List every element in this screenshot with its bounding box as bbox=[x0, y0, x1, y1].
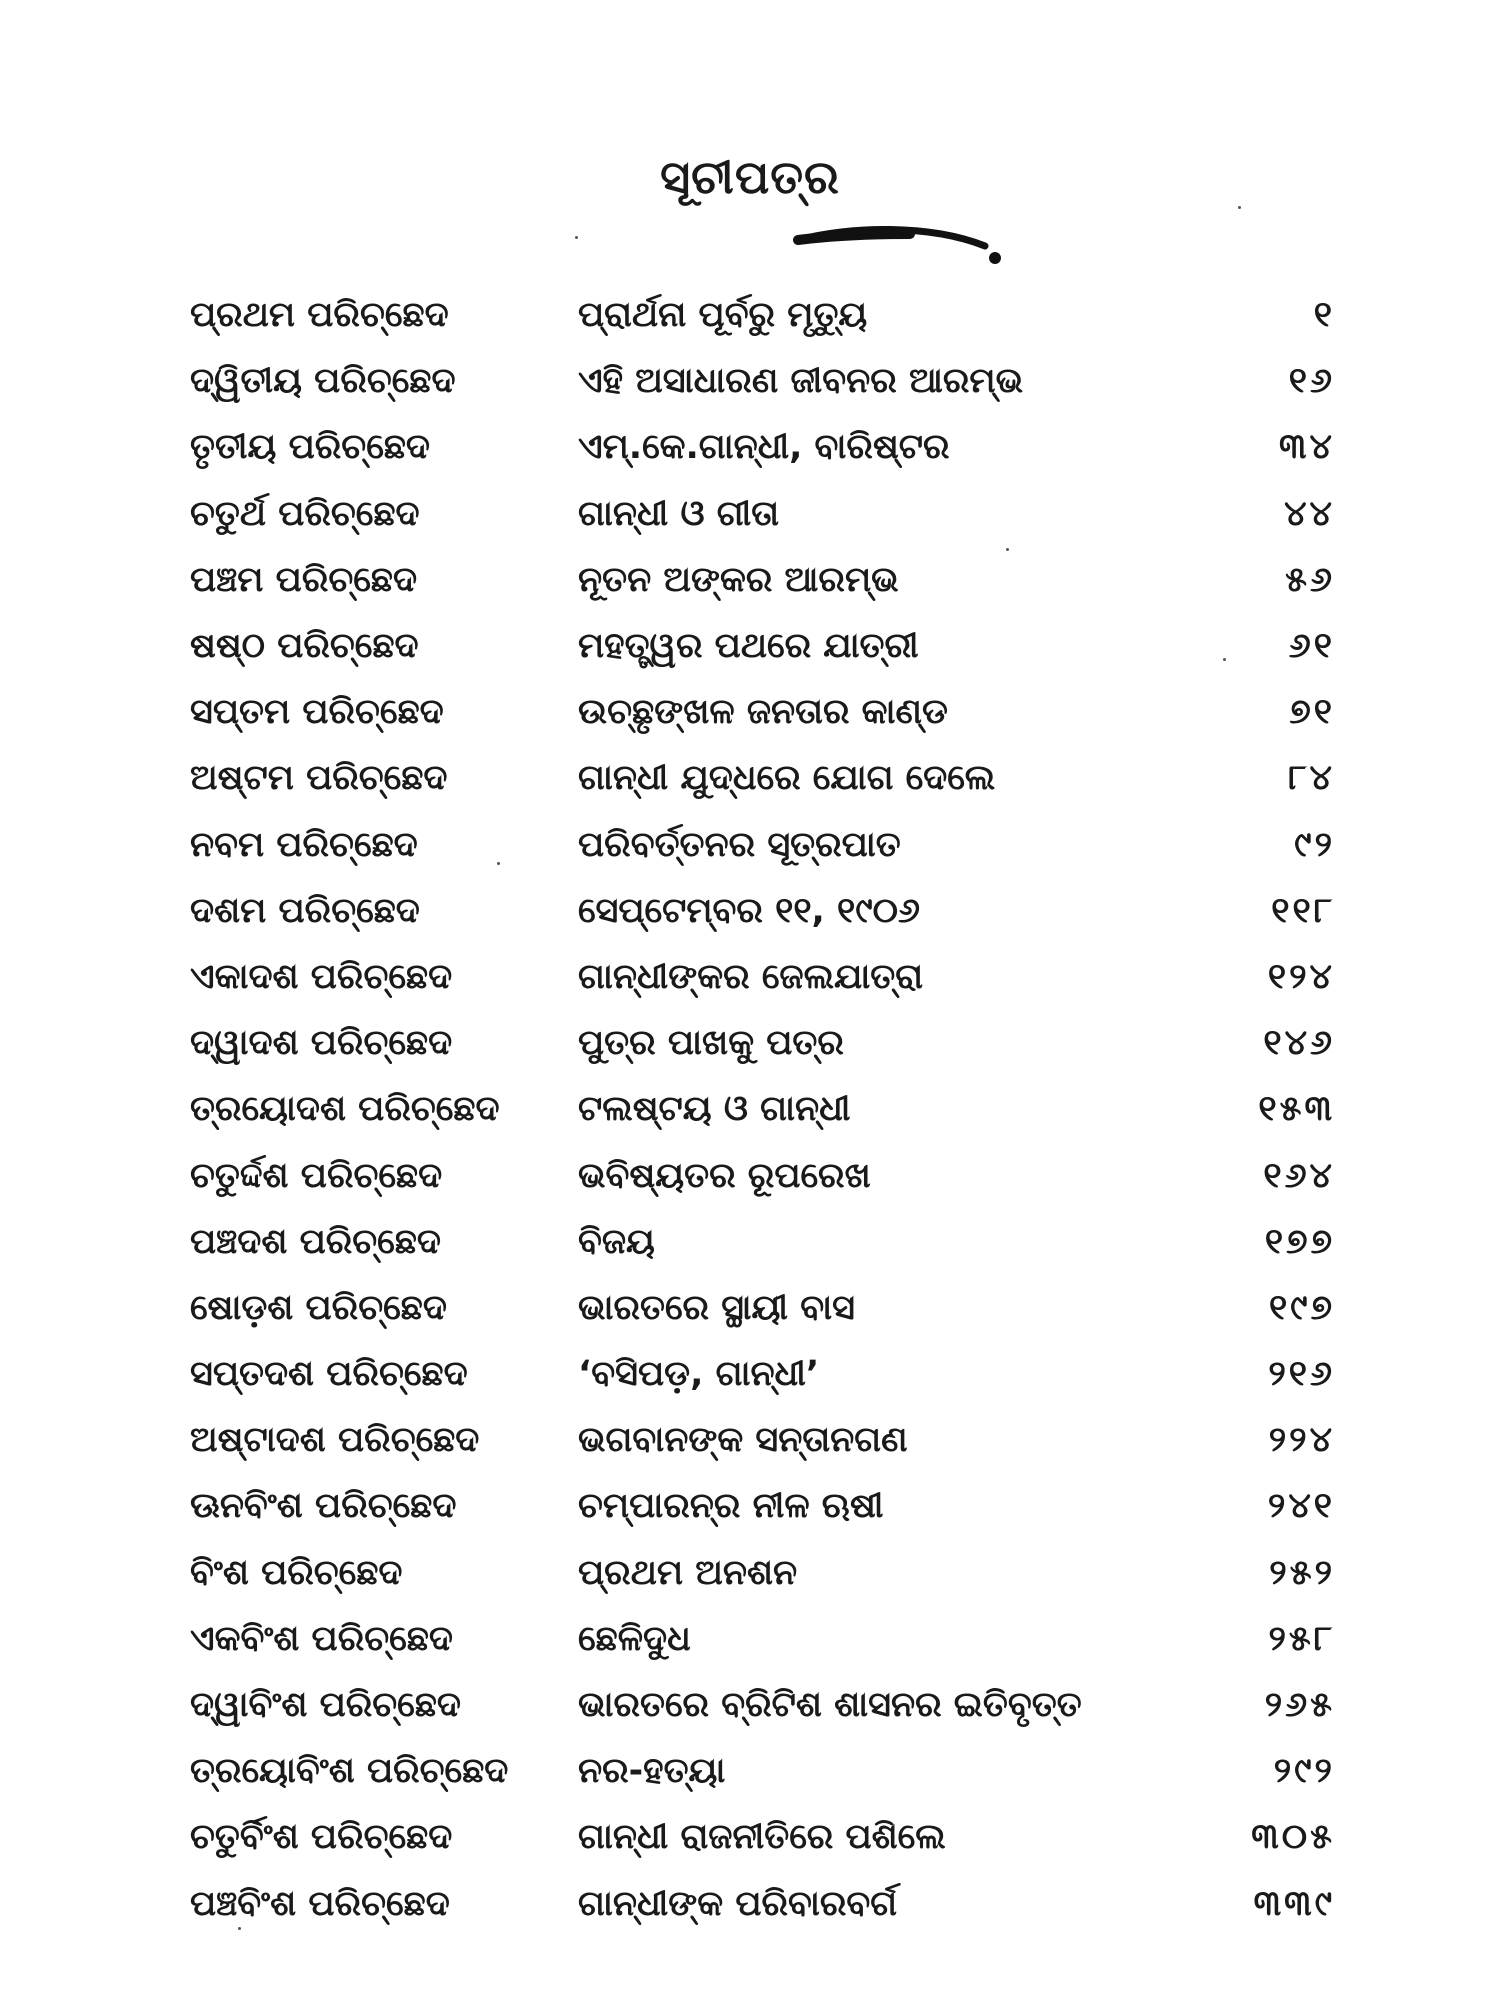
page-number: ୧୫୩ bbox=[1258, 1089, 1335, 1130]
page-number: ୫୬ bbox=[1285, 559, 1335, 600]
toc-entry bbox=[190, 282, 1335, 348]
chapter-title: ସେପ୍ଟେମ୍ବର ୧୧, ୧୯୦୬ bbox=[578, 890, 920, 931]
scan-speck bbox=[497, 862, 500, 865]
chapter-title: ଗାନ୍ଧୀଙ୍କ ପରିବାରବର୍ଗ bbox=[578, 1883, 898, 1924]
chapter-title: ଏମ୍.କେ.ଗାନ୍ଧୀ, ବାରିଷ୍ଟର bbox=[578, 427, 950, 468]
page-number: ୧୬ bbox=[1288, 361, 1335, 402]
toc-entry bbox=[190, 1142, 1335, 1208]
toc-entry bbox=[190, 745, 1335, 811]
page-number: ୧୨୪ bbox=[1267, 956, 1335, 997]
toc-entry bbox=[190, 481, 1335, 547]
page-number: ୯୨ bbox=[1294, 824, 1335, 865]
toc-entry bbox=[190, 1010, 1335, 1076]
toc-entry bbox=[190, 613, 1335, 679]
scan-speck bbox=[575, 236, 578, 239]
chapter-title: ପ୍ରଥମ ଅନଶନ bbox=[578, 1552, 798, 1593]
toc-entry bbox=[190, 348, 1335, 414]
toc-entry bbox=[190, 414, 1335, 480]
toc-entry bbox=[190, 1209, 1335, 1275]
toc-entry bbox=[190, 1672, 1335, 1738]
chapter-number: ସପ୍ତଦଶ ପରିଚ୍ଛେଦ bbox=[190, 1354, 468, 1395]
page-number: ୨୪୧ bbox=[1267, 1486, 1335, 1527]
chapter-title: ନର-ହତ୍ୟା bbox=[578, 1751, 726, 1792]
chapter-number: ବିଂଶ ପରିଚ୍ଛେଦ bbox=[190, 1552, 403, 1593]
toc-entry bbox=[190, 1540, 1335, 1606]
page-number: ୨୧୬ bbox=[1268, 1354, 1335, 1395]
toc-entry bbox=[190, 1738, 1335, 1804]
toc-entry bbox=[190, 1473, 1335, 1539]
title-underline-flourish bbox=[790, 218, 1010, 278]
chapter-number: ଷଷ୍ଠ ପରିଚ୍ଛେଦ bbox=[190, 626, 419, 667]
page-number: ୧୭୭ bbox=[1264, 1221, 1335, 1262]
toc-entry bbox=[190, 679, 1335, 745]
chapter-number: ତ୍ରୟୋବିଂଶ ପରିଚ୍ଛେଦ bbox=[190, 1751, 509, 1792]
toc-entry bbox=[190, 944, 1335, 1010]
chapter-number: ଏକାଦଶ ପରିଚ୍ଛେଦ bbox=[190, 956, 453, 997]
chapter-number: ସପ୍ତମ ପରିଚ୍ଛେଦ bbox=[190, 692, 444, 733]
toc-entry bbox=[190, 1407, 1335, 1473]
chapter-title: ଗାନ୍ଧୀଙ୍କର ଜେଲଯାତ୍ରା bbox=[578, 956, 924, 997]
page-number: ୨୬୫ bbox=[1264, 1685, 1335, 1726]
scan-speck bbox=[1006, 548, 1009, 551]
chapter-title: ଭାରତରେ ସ୍ଥାୟୀ ବାସ bbox=[578, 1287, 855, 1328]
chapter-title: ଭବିଷ୍ୟତର ରୂପରେଖ bbox=[578, 1155, 871, 1196]
chapter-title: ‘ବସିପଡ଼, ଗାନ୍ଧୀ’ bbox=[578, 1354, 820, 1395]
chapter-title: ପରିବର୍ତ୍ତନର ସୂତ୍ରପାତ bbox=[578, 824, 901, 865]
scan-speck bbox=[238, 1927, 241, 1930]
chapter-number: ଦ୍ୱିତୀୟ ପରିଚ୍ଛେଦ bbox=[190, 361, 456, 402]
toc-entry bbox=[190, 1341, 1335, 1407]
page-number: ୧୧୮ bbox=[1271, 890, 1335, 931]
chapter-title: ଛେଳିଦୁଧ bbox=[578, 1618, 691, 1659]
page-title: ସୂଚୀପତ୍ର bbox=[660, 150, 840, 204]
toc-entry bbox=[190, 878, 1335, 944]
chapter-number: ପଞ୍ଚବିଂଶ ପରିଚ୍ଛେଦ bbox=[190, 1883, 450, 1924]
scan-speck bbox=[1223, 658, 1226, 661]
page-number: ୪୪ bbox=[1284, 493, 1335, 534]
toc-entry bbox=[190, 1076, 1335, 1142]
chapter-title: ଗାନ୍ଧୀ ରାଜନୀତିରେ ପଶିଲେ bbox=[578, 1817, 946, 1858]
scan-speck bbox=[1238, 206, 1241, 209]
toc-entry bbox=[190, 1871, 1335, 1937]
chapter-title: ଉଚ୍ଛୃଙ୍ଖଳ ଜନତାର କାଣ୍ଡ bbox=[578, 692, 948, 733]
chapter-title: ପୁତ୍ର ପାଖକୁ ପତ୍ର bbox=[578, 1023, 844, 1064]
page-number: ୨୫୮ bbox=[1268, 1618, 1335, 1659]
toc-entry bbox=[190, 547, 1335, 613]
chapter-number: ପ୍ରଥମ ପରିଚ୍ଛେଦ bbox=[190, 295, 449, 336]
chapter-title: ଭାରତରେ ବ୍ରିଟିଶ ଶାସନର ଇତିବୃତ୍ତ bbox=[578, 1685, 1082, 1726]
page-number: ୬୧ bbox=[1288, 626, 1335, 667]
chapter-number: ତ୍ରୟୋଦଶ ପରିଚ୍ଛେଦ bbox=[190, 1089, 500, 1130]
page-number: ୨୯୨ bbox=[1273, 1751, 1335, 1792]
chapter-number: ଚତୁର୍ଦ୍ଦଶ ପରିଚ୍ଛେଦ bbox=[190, 1155, 443, 1196]
table-of-contents bbox=[190, 282, 1335, 1937]
chapter-number: ଦ୍ୱାଦଶ ପରିଚ୍ଛେଦ bbox=[190, 1023, 453, 1064]
chapter-number: ପଞ୍ଚଦଶ ପରିଚ୍ଛେଦ bbox=[190, 1221, 441, 1262]
page-number: ୭୧ bbox=[1289, 692, 1335, 733]
chapter-number: ପଞ୍ଚମ ପରିଚ୍ଛେଦ bbox=[190, 559, 418, 600]
chapter-number: ଏକବିଂଶ ପରିଚ୍ଛେଦ bbox=[190, 1618, 453, 1659]
toc-entry bbox=[190, 1804, 1335, 1870]
chapter-number: ଚତୁର୍ଥ ପରିଚ୍ଛେଦ bbox=[190, 493, 420, 534]
chapter-number: ଚତୁର୍ବିଂଶ ପରିଚ୍ଛେଦ bbox=[190, 1817, 453, 1858]
page-number: ୩୦୫ bbox=[1251, 1817, 1335, 1858]
chapter-title: ମହତ୍ତ୍ୱର ପଥରେ ଯାତ୍ରୀ bbox=[578, 626, 919, 667]
chapter-title: ଏହି ଅସାଧାରଣ ଜୀବନର ଆରମ୍ଭ bbox=[578, 361, 1024, 402]
chapter-title: ପ୍ରାର୍ଥନା ପୂର୍ବରୁ ମୃତ୍ୟୁ bbox=[578, 295, 868, 336]
chapter-title: ଚମ୍ପାରନ୍‌ର ନୀଳ ଋଷୀ bbox=[578, 1486, 884, 1527]
chapter-number: ଷୋଡ଼ଶ ପରିଚ୍ଛେଦ bbox=[190, 1287, 447, 1328]
chapter-title: ଗାନ୍ଧୀ ଯୁଦ୍ଧରେ ଯୋଗ ଦେଲେ bbox=[578, 758, 996, 799]
chapter-number: ଅଷ୍ଟାଦଶ ପରିଚ୍ଛେଦ bbox=[190, 1420, 480, 1461]
toc-entry bbox=[190, 812, 1335, 878]
page-number: ୧୯୭ bbox=[1268, 1287, 1335, 1328]
chapter-number: ନବମ ପରିଚ୍ଛେଦ bbox=[190, 824, 418, 865]
chapter-title: ଗାନ୍ଧୀ ଓ ଗୀତା bbox=[578, 493, 780, 534]
toc-entry bbox=[190, 1606, 1335, 1672]
page-number: ୮୪ bbox=[1288, 758, 1335, 799]
page-number: ୨୫୨ bbox=[1269, 1552, 1335, 1593]
page-number: ୩୪ bbox=[1279, 427, 1335, 468]
chapter-title: ନୂତନ ଅଙ୍କର ଆରମ୍ଭ bbox=[578, 559, 899, 600]
chapter-number: ଦଶମ ପରିଚ୍ଛେଦ bbox=[190, 890, 420, 931]
toc-entry bbox=[190, 1275, 1335, 1341]
chapter-title: ଭଗବାନଙ୍କ ସନ୍ତାନଗଣ bbox=[578, 1420, 908, 1461]
chapter-number: ଅଷ୍ଟମ ପରିଚ୍ଛେଦ bbox=[190, 758, 448, 799]
chapter-title: ବିଜୟ bbox=[578, 1221, 655, 1262]
chapter-number: ତୃତୀୟ ପରିଚ୍ଛେଦ bbox=[190, 427, 431, 468]
chapter-number: ଊନବିଂଶ ପରିଚ୍ଛେଦ bbox=[190, 1486, 457, 1527]
chapter-title: ଟଲଷ୍ଟୟ ଓ ଗାନ୍ଧୀ bbox=[578, 1089, 851, 1130]
page-number: ୧ bbox=[1313, 295, 1335, 336]
chapter-number: ଦ୍ୱାବିଂଶ ପରିଚ୍ଛେଦ bbox=[190, 1685, 461, 1726]
page-number: ୧୪୬ bbox=[1263, 1023, 1335, 1064]
page-number: ୨୨୪ bbox=[1268, 1420, 1335, 1461]
page-number: ୧୬୪ bbox=[1263, 1155, 1335, 1196]
page-number: ୩୩୯ bbox=[1253, 1883, 1335, 1924]
